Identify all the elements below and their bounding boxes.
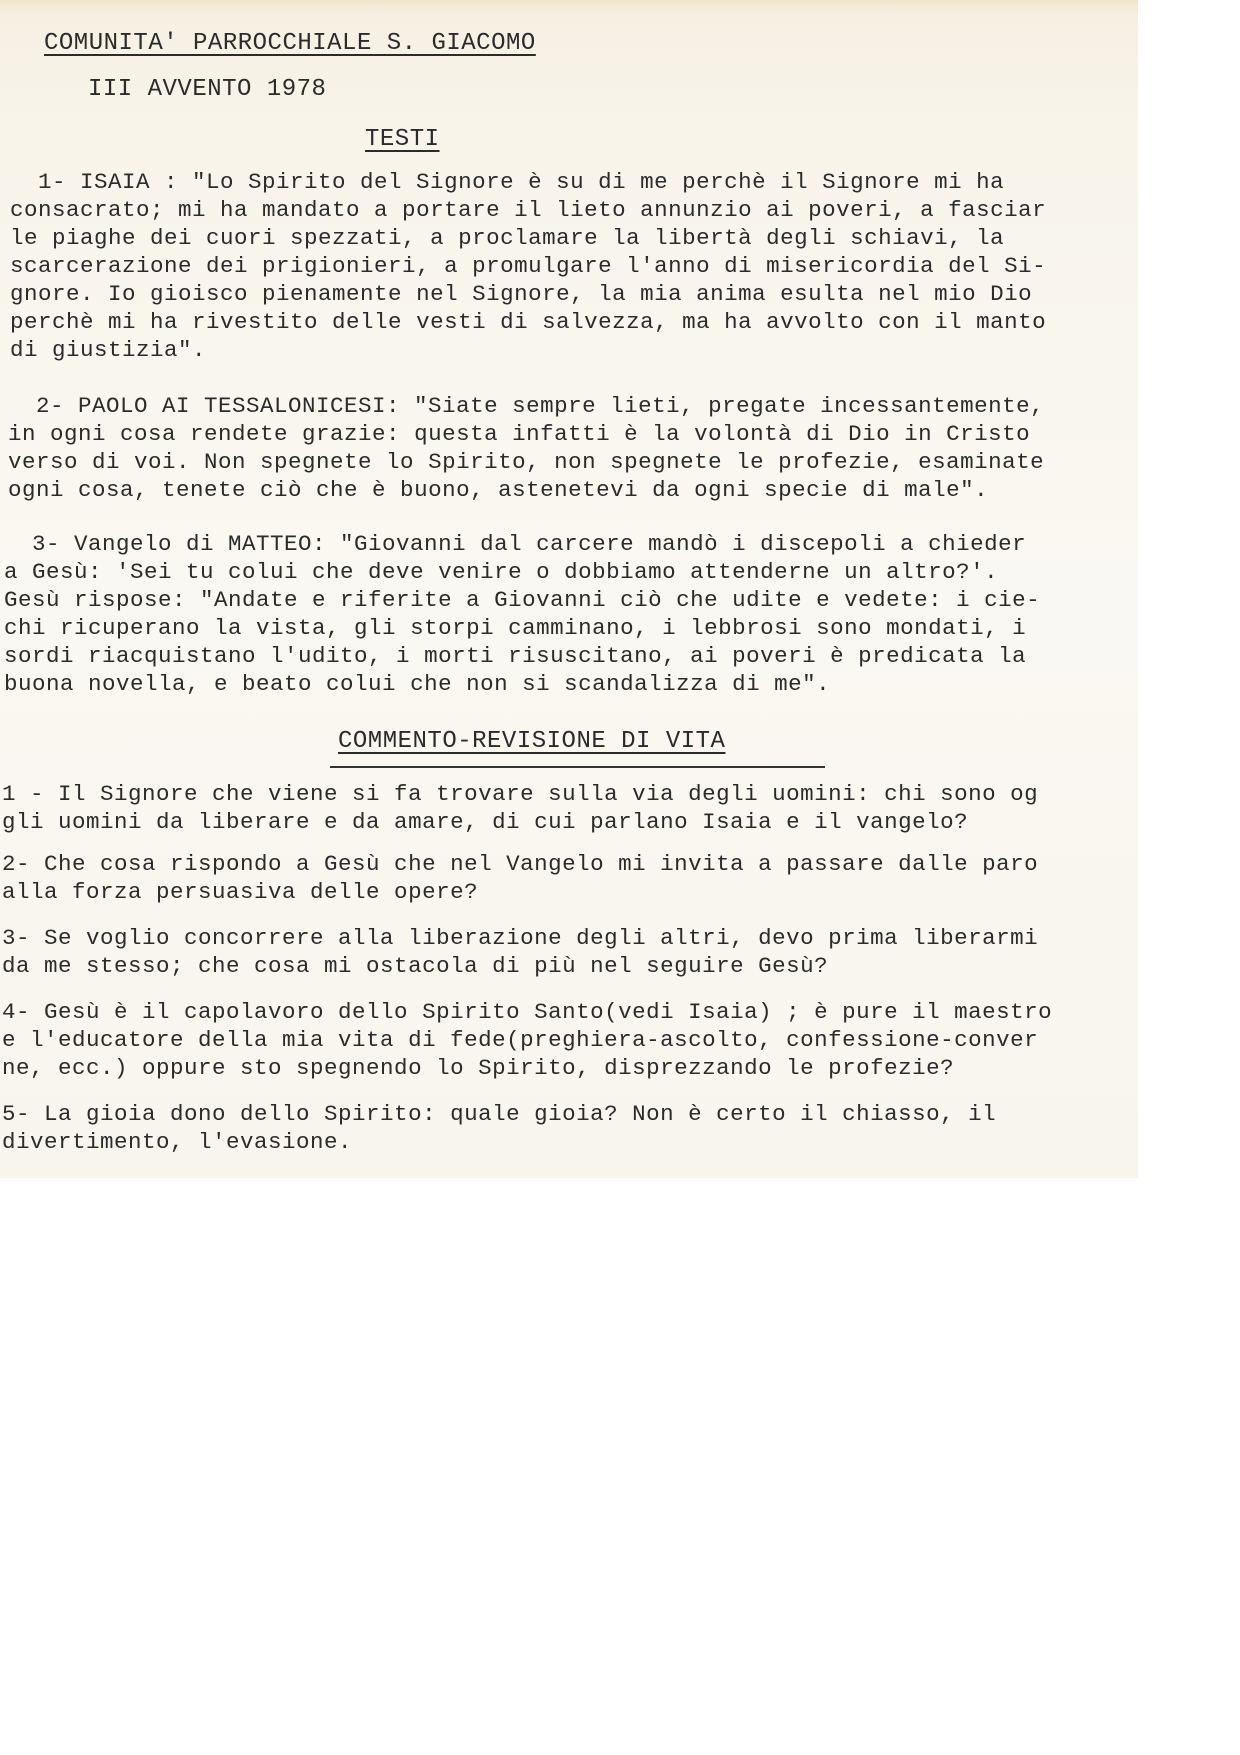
section-title-commento: COMMENTO-REVISIONE DI VITA xyxy=(338,728,726,755)
section-title-testi: TESTI xyxy=(365,126,440,153)
testi-line: scarcerazione dei prigionieri, a promulgare l'anno di misericordia del Si- xyxy=(10,253,1047,279)
commento-line: alla forza persuasiva delle opere? xyxy=(2,879,479,905)
testi-line: le piaghe dei cuori spezzati, a proclamare la libertà degli schiavi, la xyxy=(10,225,1005,251)
page-top-edge xyxy=(0,0,1138,14)
commento-line: 3- Se voglio concorrere alla liberazione degli altri, devo prima liberarmi xyxy=(2,925,1039,951)
testi-line: a Gesù: 'Sei tu colui che deve venire o dobbiamo attenderne un altro?'. xyxy=(4,559,999,585)
testi-line: consacrato; mi ha mandato a portare il lieto annunzio ai poveri, a fasciar xyxy=(10,197,1047,223)
testi-line: ogni cosa, tenete ciò che è buono, astenetevi da ogni specie di male". xyxy=(8,477,989,503)
testi-line: in ogni cosa rendete grazie: questa infatti è la volontà di Dio in Cristo xyxy=(8,421,1031,447)
commento-line: 1 - Il Signore che viene si fa trovare sulla via degli uomini: chi sono og xyxy=(2,781,1039,807)
testi-line: 1- ISAIA : "Lo Spirito del Signore è su di me perchè il Signore mi ha xyxy=(38,169,1005,195)
testi-line: Gesù rispose: "Andate e riferite a Giovanni ciò che udite e vedete: i cie- xyxy=(4,587,1041,613)
commento-line: divertimento, l'evasione. xyxy=(2,1129,353,1155)
commento-line: 4- Gesù è il capolavoro dello Spirito Santo(vedi Isaia) ; è pure il maestro xyxy=(2,999,1053,1025)
testi-line: 3- Vangelo di MATTEO: "Giovanni dal carcere mandò i discepoli a chieder xyxy=(32,531,1027,557)
commento-line: ne, ecc.) oppure sto spegnendo lo Spirito, disprezzando le profezie? xyxy=(2,1055,955,1081)
commento-line: e l'educatore della mia vita di fede(preghiera-ascolto, confessione-conver xyxy=(2,1027,1039,1053)
testi-line: buona novella, e beato colui che non si scandalizza di me". xyxy=(4,671,831,697)
testi-line: di giustizia". xyxy=(10,337,207,363)
testi-line: gnore. Io gioisco pienamente nel Signore, la mia anima esulta nel mio Dio xyxy=(10,281,1033,307)
commento-line: da me stesso; che cosa mi ostacola di più nel seguire Gesù? xyxy=(2,953,829,979)
testi-line: chi ricuperano la vista, gli storpi camminano, i lebbrosi sono mondati, i xyxy=(4,615,1027,641)
testi-line: sordi riacquistano l'udito, i morti risuscitano, ai poveri è predicata la xyxy=(4,643,1027,669)
commento-line: gli uomini da liberare e da amare, di cui parlano Isaia e il vangelo? xyxy=(2,809,969,835)
commento-line: 5- La gioia dono dello Spirito: quale gioia? Non è certo il chiasso, il xyxy=(2,1101,997,1127)
testi-line: 2- PAOLO AI TESSALONICESI: "Siate sempre lieti, pregate incessantemente, xyxy=(36,393,1045,419)
testi-line: perchè mi ha rivestito delle vesti di salvezza, ma ha avvolto con il manto xyxy=(10,309,1047,335)
testi-line: verso di voi. Non spegnete lo Spirito, non spegnete le profezie, esaminate xyxy=(8,449,1045,475)
community-heading: COMUNITA' PARROCCHIALE S. GIACOMO xyxy=(44,30,536,57)
commento-line: 2- Che cosa rispondo a Gesù che nel Vangelo mi invita a passare dalle paro xyxy=(2,851,1039,877)
occasion-heading: III AVVENTO 1978 xyxy=(88,76,327,103)
section-divider xyxy=(330,766,825,768)
